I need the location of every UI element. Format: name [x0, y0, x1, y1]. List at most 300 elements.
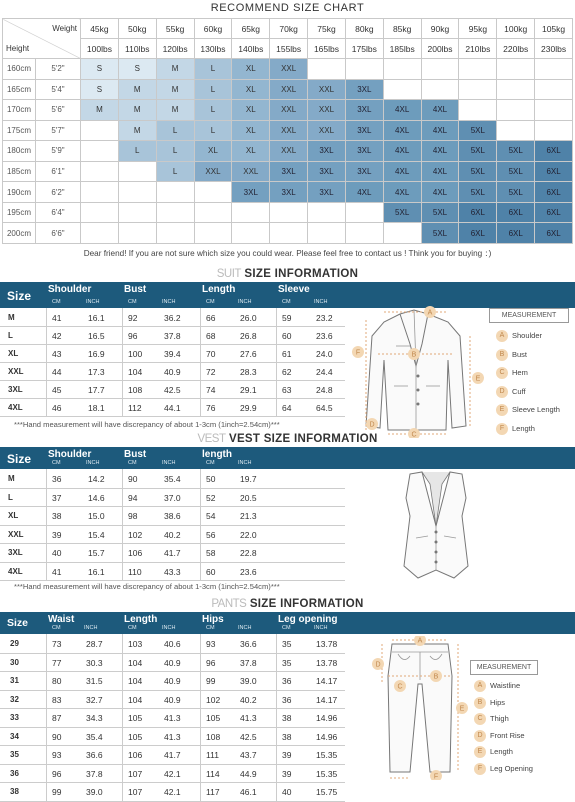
pants-diagram-letter-d: D [375, 661, 381, 669]
size-cell: XL [232, 100, 270, 121]
weight-lbs-header: 175lbs [345, 39, 383, 59]
pants-diagram-letter-c: C [397, 683, 403, 691]
column-divider [122, 634, 123, 802]
size-cell [497, 59, 535, 80]
size-cell: M [118, 120, 156, 141]
weight-lbs-header: 220lbs [497, 39, 535, 59]
size-cell [81, 141, 119, 162]
weight-kg-header: 80kg [345, 19, 383, 39]
suit-cell: 42 [52, 331, 62, 341]
row-divider [0, 801, 345, 802]
suit-size-value: L [8, 331, 13, 340]
size-cell: M [118, 100, 156, 121]
pants-size-value: 36 [10, 768, 19, 778]
size-cell: XL [194, 141, 232, 162]
size-cell [270, 202, 308, 223]
size-cell [459, 100, 497, 121]
size-cell: 3XL [345, 161, 383, 182]
pants-size-value: 29 [10, 639, 19, 648]
vest-table-row [0, 507, 345, 525]
pants-legend-badge: A [474, 680, 486, 692]
vest-size-value: M [8, 474, 15, 483]
size-cell [194, 223, 232, 244]
size-cell: M [118, 79, 156, 100]
pants-legend-badge: F [474, 763, 486, 775]
weight-lbs-header: 185lbs [383, 39, 421, 59]
suit-diagram-letter-e: E [475, 375, 481, 383]
suit-legend-item [496, 367, 528, 379]
vest-cell: 58 [206, 548, 216, 558]
height-cm: 195cm [3, 202, 36, 223]
weight-lbs-header: 210lbs [459, 39, 497, 59]
weight-label: Weight [52, 24, 77, 33]
size-cell [232, 223, 270, 244]
pants-cell: 44.9 [240, 768, 257, 779]
pants-header-leg-opening: Leg opening [278, 614, 338, 625]
size-cell [81, 120, 119, 141]
suit-inch-label: INCH [86, 299, 100, 305]
size-row [3, 120, 573, 141]
pants-legend-item [474, 746, 513, 758]
vest-cell: 36 [52, 474, 62, 484]
size-row [3, 141, 573, 162]
suit-cell: 37.8 [164, 331, 181, 341]
pants-legend-badge: C [474, 713, 486, 725]
suit-legend-label: Shoulder [512, 330, 543, 340]
vest-cell: 37.0 [164, 492, 181, 503]
pants-diagram-letter-a: A [417, 637, 423, 645]
size-cell: 5XL [459, 182, 497, 203]
pants-cell: 13.78 [316, 639, 338, 649]
weight-kg-header: 75kg [308, 19, 346, 39]
pants-cell: 99 [206, 676, 216, 686]
column-divider [200, 308, 201, 417]
vest-cell: 22.8 [240, 548, 257, 558]
weight-kg-header: 105kg [535, 19, 573, 39]
suit-legend-badge: F [496, 423, 508, 435]
vest-cell: 22.0 [240, 529, 257, 540]
vest-table-row [0, 489, 345, 507]
vest-size-value: XL [8, 511, 19, 520]
pants-cell: 42.1 [164, 787, 181, 797]
vest-table-row [0, 563, 345, 581]
vest-cell: 14.2 [88, 474, 105, 484]
pants-cm-label: CM [52, 625, 61, 631]
pants-cell: 37.8 [240, 657, 257, 668]
suit-cell: 24.8 [316, 385, 333, 395]
size-cell: L [156, 141, 194, 162]
pants-cell: 90 [52, 731, 62, 742]
column-divider [200, 634, 201, 802]
vest-cell: 39 [52, 529, 62, 540]
suit-measurement-label: MEASUREMENT [489, 308, 569, 323]
pants-cell: 41.3 [240, 713, 257, 723]
size-row [3, 59, 573, 80]
pants-cell: 40 [282, 787, 292, 797]
suit-diagram-letter-b: B [411, 351, 417, 359]
suit-section-title [0, 268, 575, 280]
size-cell [232, 202, 270, 223]
suit-cell: 61 [282, 349, 292, 359]
suit-diagram [348, 306, 488, 438]
suit-cm-label: CM [128, 299, 137, 305]
pants-cell: 105 [206, 713, 221, 723]
suit-table-row [0, 363, 345, 381]
suit-cell: 36.2 [164, 313, 181, 323]
row-divider [0, 416, 345, 417]
suit-legend-label: Cuff [512, 386, 526, 396]
pants-title-text: SIZE INFORMATION [249, 598, 364, 610]
pants-cell: 40.9 [164, 676, 181, 686]
size-cell: 6XL [535, 141, 573, 162]
size-cell: XXL [270, 100, 308, 121]
pants-cell: 14.96 [316, 713, 338, 723]
suit-legend-badge: E [496, 404, 508, 416]
size-cell: L [194, 120, 232, 141]
column-divider [46, 469, 47, 581]
size-cell: 3XL [308, 182, 346, 203]
weight-kg-header: 85kg [383, 19, 421, 39]
pants-cell: 96 [206, 657, 216, 668]
suit-cell: 62 [282, 367, 292, 377]
size-cell: L [156, 161, 194, 182]
size-cell: 6XL [459, 202, 497, 223]
size-cell: S [118, 59, 156, 80]
pants-cell: 39.0 [86, 787, 103, 797]
size-cell [383, 59, 421, 80]
weight-kg-header: 45kg [81, 19, 119, 39]
pants-cell: 36 [282, 694, 292, 705]
size-cell: 5XL [459, 161, 497, 182]
suit-cell: 104 [128, 367, 143, 377]
vest-cell: 14.6 [88, 492, 105, 503]
pants-size-value: 38 [10, 787, 19, 796]
size-cell: 3XL [308, 161, 346, 182]
weight-lbs-header: 155lbs [270, 39, 308, 59]
pants-cell: 93 [52, 750, 62, 760]
suit-cm-label: CM [206, 299, 215, 305]
suit-cell: 59 [282, 313, 292, 323]
suit-legend-label: Bust [512, 349, 528, 359]
vest-cell: 21.3 [240, 511, 257, 521]
pants-cell: 117 [206, 787, 220, 797]
suit-cell: 68 [206, 331, 216, 341]
height-inch: 6'2" [36, 182, 81, 203]
vest-cm-label: CM [206, 460, 215, 466]
size-cell: 4XL [421, 141, 459, 162]
height-inch: 6'1" [36, 161, 81, 182]
pants-legend-label: Leg Opening [490, 763, 533, 773]
size-cell [383, 223, 421, 244]
vest-cell: 90 [128, 474, 138, 484]
corner-cell [3, 19, 81, 59]
suit-table-row [0, 345, 345, 363]
suit-legend-label: Hem [512, 367, 528, 377]
pants-section-title [0, 598, 575, 610]
suit-note: ***Hand measurement will have discrepancy of about 1-3cm (1inch=2.54cm)*** [14, 420, 280, 429]
pants-legend-badge: E [474, 746, 486, 758]
size-cell [497, 120, 535, 141]
size-cell: 3XL [345, 120, 383, 141]
pants-cell: 107 [128, 768, 143, 779]
pants-cell: 73 [52, 639, 62, 649]
weight-lbs-header: 140lbs [232, 39, 270, 59]
size-cell [118, 202, 156, 223]
size-cell: 4XL [421, 161, 459, 182]
size-cell [535, 120, 573, 141]
suit-table-row [0, 327, 345, 345]
pants-cell: 35.4 [86, 731, 103, 742]
size-cell: L [118, 141, 156, 162]
suit-table-row [0, 381, 345, 399]
vest-header-length: length [202, 449, 232, 460]
weight-lbs-header: 120lbs [156, 39, 194, 59]
size-cell [308, 202, 346, 223]
suit-diagram-letter-f: F [355, 349, 361, 357]
size-cell: 3XL [270, 182, 308, 203]
size-cell [194, 182, 232, 203]
size-cell: 5XL [497, 161, 535, 182]
weight-kg-header: 90kg [421, 19, 459, 39]
size-cell [383, 79, 421, 100]
pants-legend-item [474, 680, 520, 692]
pants-cell: 104 [128, 694, 143, 705]
size-cell: 6XL [459, 223, 497, 244]
weight-lbs-header: 110lbs [118, 39, 156, 59]
suit-header-bust: Bust [124, 284, 147, 295]
suit-legend-item [496, 386, 526, 398]
size-cell: 3XL [345, 100, 383, 121]
vest-cm-label: CM [128, 460, 137, 466]
size-cell: XL [232, 59, 270, 80]
suit-cell: 74 [206, 385, 216, 395]
vest-cell: 40 [52, 548, 62, 558]
vest-cm-label: CM [52, 460, 61, 466]
pants-cell: 77 [52, 657, 62, 668]
suit-size-value: 4XL [8, 403, 23, 412]
weight-lbs-header: 230lbs [535, 39, 573, 59]
vest-table-row [0, 544, 345, 562]
height-cm: 185cm [3, 161, 36, 182]
vest-size-value: 3XL [8, 548, 23, 557]
size-row [3, 161, 573, 182]
size-cell: 4XL [383, 182, 421, 203]
suit-cell: 39.4 [164, 349, 181, 359]
height-inch: 6'4" [36, 202, 81, 223]
size-cell [118, 161, 156, 182]
size-cell [308, 59, 346, 80]
height-cm: 175cm [3, 120, 36, 141]
pants-cell: 41.3 [164, 731, 181, 742]
size-cell: 5XL [497, 182, 535, 203]
size-cell: M [156, 59, 194, 80]
size-cell [270, 223, 308, 244]
pants-cell: 80 [52, 676, 62, 686]
pants-legend-label: Hips [490, 697, 506, 707]
suit-legend-item [496, 404, 560, 416]
pants-cell: 34.3 [86, 713, 103, 723]
pants-legend-item [474, 763, 533, 775]
size-cell: M [156, 100, 194, 121]
suit-header-length: Length [202, 284, 236, 295]
pants-legend-item [474, 730, 525, 742]
suit-cell: 28.3 [240, 367, 257, 377]
weight-kg-header: 65kg [232, 19, 270, 39]
size-cell: 6XL [535, 202, 573, 223]
size-cell: 3XL [232, 182, 270, 203]
vest-cell: 50 [206, 474, 216, 484]
suit-cell: 96 [128, 331, 138, 341]
size-cell: 3XL [345, 79, 383, 100]
weight-lbs-header: 165lbs [308, 39, 346, 59]
weight-lbs-header: 200lbs [421, 39, 459, 59]
pants-cell: 83 [52, 694, 62, 705]
size-row [3, 202, 573, 223]
size-cell: XXL [270, 141, 308, 162]
pants-legend-label: Thigh [490, 713, 509, 723]
pants-cell: 40.9 [164, 694, 181, 705]
size-cell: M [81, 100, 119, 121]
pants-cm-label: CM [282, 625, 291, 631]
suit-cell: 100 [128, 349, 143, 359]
size-cell: XL [232, 141, 270, 162]
pants-cell: 39 [282, 750, 292, 760]
size-cell: XXL [270, 120, 308, 141]
suit-cell: 70 [206, 349, 216, 359]
vest-title-prefix: VEST [197, 433, 226, 445]
vest-cell: 43.3 [164, 566, 181, 577]
pants-cell: 107 [128, 787, 143, 797]
column-divider [46, 308, 47, 417]
size-cell: XXL [270, 59, 308, 80]
size-cell [308, 223, 346, 244]
vest-cell: 60 [206, 566, 216, 577]
pants-cell: 40.9 [164, 657, 181, 668]
suit-cell: 40.9 [164, 367, 181, 377]
size-cell [459, 79, 497, 100]
pants-cell: 42.1 [164, 768, 181, 779]
pants-header-length: Length [124, 614, 158, 625]
column-divider [276, 634, 277, 802]
pants-table-row [0, 728, 345, 746]
size-cell: L [194, 100, 232, 121]
suit-legend-badge: B [496, 349, 508, 361]
pants-legend-item [474, 713, 509, 725]
size-cell [345, 202, 383, 223]
vest-section-title [0, 433, 575, 445]
size-cell: 5XL [383, 202, 421, 223]
vest-cell: 98 [128, 511, 138, 521]
suit-inch-label: INCH [238, 299, 252, 305]
size-cell [459, 59, 497, 80]
suit-cell: 26.8 [240, 331, 257, 341]
vest-cell: 15.0 [88, 511, 105, 521]
vest-cell: 15.7 [88, 548, 105, 558]
size-cell [156, 202, 194, 223]
suit-cell: 46 [52, 403, 62, 413]
pants-cell: 35 [282, 639, 292, 649]
vest-inch-label: INCH [238, 460, 252, 466]
pants-cell: 37.8 [86, 768, 103, 779]
pants-legend-label: Waistline [490, 680, 521, 690]
pants-cell: 36 [282, 676, 292, 686]
vest-cell: 94 [128, 492, 138, 503]
size-cell: M [156, 79, 194, 100]
pants-title-prefix: PANTS [211, 598, 247, 610]
pants-cell: 104 [128, 676, 143, 686]
vest-size-value: XXL [8, 529, 24, 539]
suit-cell: 108 [128, 385, 143, 395]
size-cell: S [81, 79, 119, 100]
size-cell [345, 59, 383, 80]
pants-cell: 46.1 [240, 787, 257, 797]
suit-legend-label: Length [512, 423, 535, 433]
pants-cell: 15.35 [316, 768, 338, 779]
suit-cell: 16.9 [88, 349, 105, 359]
suit-cell: 63 [282, 385, 292, 395]
vest-header-band [0, 447, 575, 469]
pants-size-value: 35 [10, 750, 19, 759]
suit-cell: 17.3 [88, 367, 105, 377]
vest-size-value: 4XL [8, 566, 23, 576]
size-cell: 4XL [383, 161, 421, 182]
vest-cell: 16.1 [88, 566, 105, 577]
size-cell [156, 223, 194, 244]
pants-size-label: Size [7, 617, 29, 629]
pants-size-value: 33 [10, 713, 19, 722]
pants-cell: 41.7 [164, 750, 181, 760]
vest-cell: 20.5 [240, 492, 257, 503]
size-cell: 5XL [459, 120, 497, 141]
pants-legend-badge: D [474, 730, 486, 742]
pants-cell: 87 [52, 713, 62, 723]
pants-cell: 43.7 [240, 750, 257, 760]
pants-header-hips: Hips [202, 614, 224, 625]
pants-inch-label: INCH [314, 625, 328, 631]
pants-cell: 40.6 [164, 639, 181, 649]
vest-cell: 15.4 [88, 529, 105, 540]
size-cell: 6XL [535, 161, 573, 182]
pants-table-row [0, 691, 345, 709]
suit-cell: 43 [52, 349, 62, 359]
pants-cell: 93 [206, 639, 216, 649]
vest-cell: 106 [128, 548, 143, 558]
pants-diagram-letter-f: F [433, 773, 439, 780]
pants-cell: 36.6 [86, 750, 103, 760]
vest-cell: 56 [206, 529, 216, 540]
suit-cell: 23.6 [316, 331, 333, 341]
suit-cell: 16.5 [88, 331, 105, 341]
size-cell: 4XL [383, 120, 421, 141]
suit-diagram-letter-c: C [411, 431, 417, 438]
size-cell: XXL [308, 120, 346, 141]
column-divider [200, 469, 201, 581]
height-inch: 5'2" [36, 59, 81, 80]
size-cell [535, 79, 573, 100]
size-cell: XL [232, 120, 270, 141]
vest-header-bust: Bust [124, 449, 147, 460]
height-inch: 5'9" [36, 141, 81, 162]
suit-legend-item [496, 349, 527, 361]
suit-table-row [0, 309, 345, 327]
weight-lbs-header: 100lbs [81, 39, 119, 59]
weight-kg-header: 95kg [459, 19, 497, 39]
vest-cell: 41.7 [164, 548, 181, 558]
vest-cell: 38 [52, 511, 62, 521]
suit-inch-label: INCH [162, 299, 176, 305]
size-cell: L [156, 120, 194, 141]
height-cm: 170cm [3, 100, 36, 121]
